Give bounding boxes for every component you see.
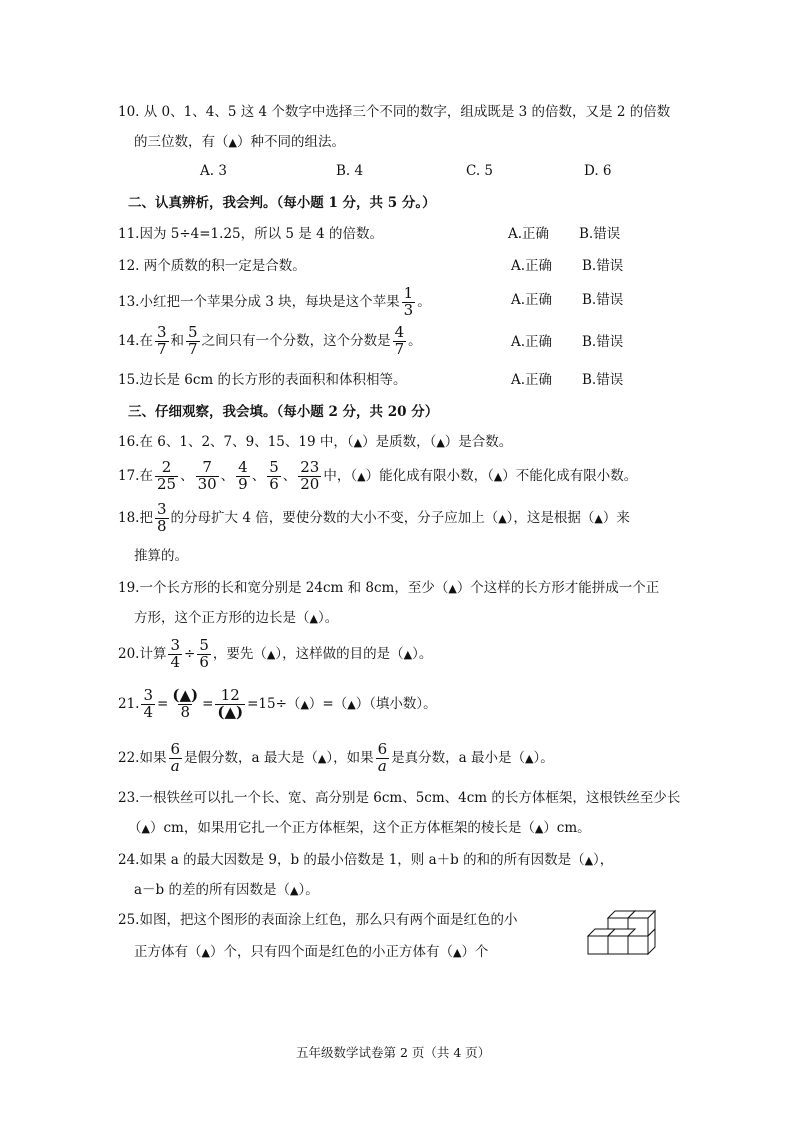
q17-a: 中，（	[323, 468, 358, 484]
q13-text	[118, 284, 431, 320]
q20-b: ），这样做的目的是（	[275, 646, 404, 662]
q22-d: ）。	[533, 750, 554, 766]
q17-c: ）不能化成有限小数。	[502, 468, 638, 484]
fraction	[236, 460, 250, 493]
q10-option-a: A. 3	[200, 163, 227, 179]
answer-blank: ▲	[141, 822, 150, 835]
numerator: 6	[170, 740, 181, 759]
q10-line2	[134, 132, 345, 153]
q21-text	[118, 684, 437, 725]
denominator: 20	[300, 475, 320, 493]
answer-blank: ▲	[309, 612, 318, 625]
numerator: 5	[269, 458, 279, 477]
q10-line1: 10. 从 0、1、4、5 这 4 个数字中选择三个不同的数字，组成既是 3 的倍数，又是 2 的倍数	[118, 104, 671, 120]
q20-a: ，要先（	[212, 646, 267, 662]
q23-l2c: ）cm。	[543, 820, 591, 836]
q11-text: 11.因为 5÷4=1.25，所以 5 是 4 的倍数。	[118, 226, 383, 242]
q10-text-a: 的三位数，有（	[134, 134, 229, 150]
q23-line1: 23.一根铁丝可以扎一个长、宽、高分别是 6cm、5cm、4cm 的长方体框架，这根铁丝至少长	[118, 790, 681, 806]
q24-line2a: a－b 的差的所有因数是（	[134, 882, 290, 898]
q18-a: 的分母扩大 4 倍，要使分数的大小不变，分子应加上（	[170, 510, 499, 526]
denominator: 30	[197, 475, 217, 493]
fraction	[155, 460, 178, 493]
q23-l2b: ）cm，如果用它扎一个正方体框架，这个正方体框架的棱长是（	[149, 820, 535, 836]
answer-blank: ▲	[448, 582, 457, 595]
numerator-blank: (▲)	[172, 686, 199, 705]
q24-line1	[118, 850, 613, 871]
fraction	[376, 742, 390, 775]
denominator: 7	[156, 340, 167, 358]
denominator: 9	[238, 475, 248, 493]
answer-blank: ▲	[300, 698, 309, 711]
q16-b: ）是质数，（	[362, 434, 437, 450]
q22-text	[118, 738, 554, 779]
denominator: 4	[143, 703, 154, 721]
q21-a: =15÷（	[247, 696, 301, 712]
denominator: 8	[180, 703, 190, 721]
fraction	[170, 688, 200, 721]
q23-line2	[128, 818, 591, 839]
denominator: 4	[170, 653, 181, 671]
q14-end: 。	[408, 333, 422, 349]
q17-text	[118, 456, 637, 497]
q19-line1	[118, 578, 659, 599]
q18-line2: 推算的。	[134, 548, 188, 564]
q13-wrong: B.错误	[582, 292, 624, 308]
q24-line2b: ）。	[298, 882, 319, 898]
q11-correct: A.正确	[508, 226, 550, 242]
q13-end: 。	[417, 294, 431, 310]
q10-option-d: D. 6	[584, 163, 612, 179]
q24-line1b: ），	[593, 852, 614, 868]
q12-text: 12. 两个质数的积一定是合数。	[118, 258, 306, 274]
answer-blank: ▲	[201, 946, 210, 959]
answer-blank: ▲	[584, 854, 594, 867]
q25-l2c: ）个	[461, 944, 489, 960]
fraction	[196, 460, 219, 493]
cube-figure	[582, 904, 664, 964]
separator: 、	[282, 468, 297, 484]
q11-wrong: B.错误	[579, 226, 621, 242]
fraction	[155, 502, 169, 535]
q15-correct: A.正确	[511, 372, 553, 388]
numerator: 3	[170, 636, 181, 655]
answer-blank: ▲	[534, 822, 544, 835]
answer-blank: ▲	[228, 136, 237, 149]
q19-b: ）个这样的长方形才能拼成一个正	[456, 580, 660, 596]
answer-blank: ▲	[498, 512, 507, 525]
q21-pre: 21.	[118, 696, 140, 712]
q22-pre: 22.如果	[118, 750, 167, 766]
fraction	[186, 325, 200, 358]
equals-sign: =	[202, 696, 214, 712]
fraction	[155, 325, 169, 358]
q24-line2	[134, 880, 319, 901]
q17-pre: 17.在	[118, 468, 153, 484]
denominator: 6	[269, 475, 279, 493]
fraction	[267, 460, 281, 493]
q18-c: ）来	[602, 510, 630, 526]
q18-line1	[118, 498, 630, 539]
q20-pre: 20.计算	[118, 646, 167, 662]
q19-line2a: 方形，这个正方形的边长是（	[134, 610, 310, 626]
divide-sign: ÷	[184, 646, 196, 662]
q15-text: 15.边长是 6cm 的长方形的表面积和体积相等。	[118, 372, 407, 388]
numerator: 5	[188, 323, 198, 342]
q13-correct: A.正确	[511, 292, 553, 308]
q17-b: ）能化成有限小数，（	[365, 468, 494, 484]
q25-line1: 25.如图，把这个图形的表面涂上红色，那么只有两个面是红色的小	[118, 912, 518, 928]
q16-text	[118, 432, 512, 453]
q21-b: ）=（	[308, 696, 348, 712]
numerator: 12	[220, 686, 240, 705]
q19-line2b: ）。	[317, 610, 339, 626]
section-3-title: 三、仔细观察，我会填。（每小题 2 分，共 20 分）	[128, 404, 439, 420]
q22-c: 是真分数，a 最小是（	[391, 750, 525, 766]
numerator: 6	[377, 740, 388, 759]
answer-blank: ▲	[403, 648, 413, 661]
answer-blank: ▲	[493, 470, 503, 483]
numerator: 2	[161, 458, 172, 477]
q20-c: ）。	[412, 646, 433, 662]
q23-l2a: （	[128, 820, 142, 836]
q14-text	[118, 322, 422, 360]
denominator: 3	[403, 301, 414, 319]
denominator: 7	[188, 340, 198, 358]
q22-b: ），如果	[326, 750, 374, 766]
q10-option-b: B. 4	[336, 163, 364, 179]
q22-a: 是假分数，a 最大是（	[184, 750, 318, 766]
fraction	[141, 688, 155, 721]
q21-c: ）（填小数）。	[355, 696, 437, 712]
fraction	[168, 638, 182, 671]
denominator: a	[377, 757, 387, 775]
denominator: 6	[199, 653, 209, 671]
denominator-blank: (▲)	[217, 703, 244, 721]
page-footer: 五年级数学试卷第 2 页（共 4 页）	[296, 1045, 491, 1060]
q14-pre: 14.在	[118, 333, 153, 349]
answer-blank: ▲	[524, 752, 534, 765]
q25-line2	[134, 942, 488, 963]
q15-wrong: B.错误	[582, 372, 624, 388]
answer-blank: ▲	[289, 884, 299, 897]
numerator: 3	[156, 500, 167, 519]
q19-line2	[134, 608, 338, 629]
numerator: 3	[156, 323, 167, 342]
q20-text	[118, 634, 432, 675]
fraction	[298, 460, 321, 493]
separator: 、	[220, 468, 235, 484]
q16-c: ）是合数。	[444, 434, 513, 450]
numerator: 5	[199, 636, 209, 655]
answer-blank: ▲	[317, 752, 327, 765]
q14-and: 和	[170, 333, 185, 349]
denominator: 8	[156, 517, 167, 535]
fraction	[197, 638, 211, 671]
q18-b: ），这是根据（	[506, 510, 595, 526]
q12-correct: A.正确	[511, 258, 553, 274]
answer-blank: ▲	[266, 648, 276, 661]
answer-blank: ▲	[353, 436, 363, 449]
q14-mid: 之间只有一个分数，这个分数是	[201, 333, 391, 349]
fraction	[393, 325, 407, 358]
q19-a: 19.一个长方形的长和宽分别是 24cm 和 8cm，至少（	[118, 580, 449, 596]
fraction	[402, 286, 416, 319]
separator: 、	[251, 468, 266, 484]
section-2-title: 二、认真辨析，我会判。（每小题 1 分，共 5 分。）	[128, 195, 436, 211]
q10-text-b: ）种不同的组法。	[236, 134, 345, 150]
q14-wrong: B.错误	[582, 334, 624, 350]
numerator: 1	[403, 284, 414, 303]
answer-blank: ▲	[594, 512, 603, 525]
denominator: a	[170, 757, 180, 775]
denominator: 7	[394, 340, 405, 358]
numerator: 3	[143, 686, 154, 705]
q10-option-c: C. 5	[466, 163, 494, 179]
q24-line1a: 24.如果 a 的最大因数是 9，b 的最小倍数是 1，则 a＋b 的和的所有因数是（	[118, 852, 585, 868]
answer-blank: ▲	[347, 698, 356, 711]
numerator: 4	[238, 458, 248, 477]
q25-l2a: 正方体有（	[134, 944, 202, 960]
q13-stem: 13.小红把一个苹果分成 3 块，每块是这个苹果	[118, 294, 400, 310]
separator: 、	[180, 468, 194, 484]
numerator: 7	[202, 458, 212, 477]
denominator: 25	[156, 475, 177, 493]
numerator: 23	[300, 458, 320, 477]
fraction	[168, 742, 182, 775]
equals-sign: =	[157, 696, 169, 712]
q18-pre: 18.把	[118, 510, 153, 526]
q25-l2b: ）个，只有四个面是红色的小正方体有（	[209, 944, 453, 960]
q12-wrong: B.错误	[582, 258, 624, 274]
numerator: 4	[394, 323, 405, 342]
q16-a: 16.在 6、1、2、7、9、15、19 中，（	[118, 434, 354, 450]
answer-blank: ▲	[357, 470, 366, 483]
fraction	[215, 688, 245, 721]
answer-blank: ▲	[452, 946, 462, 959]
answer-blank: ▲	[436, 436, 445, 449]
q14-correct: A.正确	[511, 334, 553, 350]
